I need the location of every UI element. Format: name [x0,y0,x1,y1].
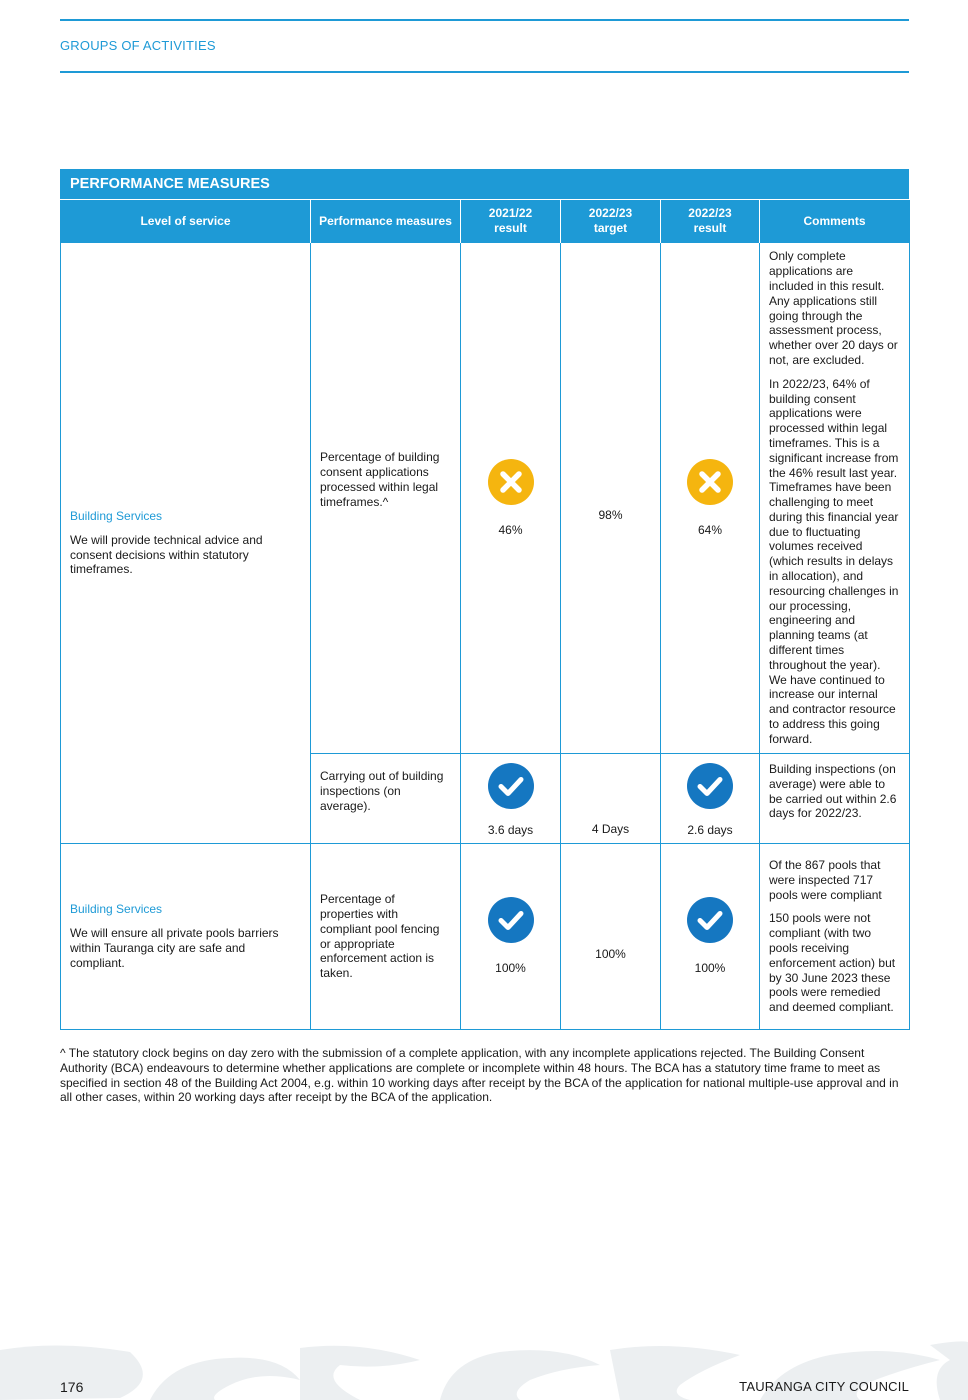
table-row [61,844,910,1030]
comments-cell: Of the 867 pools that were inspected 717 pools were compliant 150 pools were not compliant (with two pools receiving enforcement action) but by 30 June 2023 these pools were remedied and deemed compliant. [760,844,910,1030]
performance-table-wrap [60,169,909,1030]
measure-cell: Carrying out of building inspections (on average). [311,754,461,844]
check-icon [488,763,534,809]
target-value: 100% [595,946,626,961]
header-rule [60,71,909,73]
cross-icon [488,459,534,505]
result-value: 3.6 days [487,823,534,838]
measure-cell: Percentage of properties with compliant pool fencing or appropriate enforcement action is taken. [311,844,461,1030]
target-2223-cell [561,243,661,754]
result-2122-cell [461,754,561,844]
check-icon [687,763,733,809]
column-header: Comments [760,200,910,243]
comments-cell: Building inspections (on average) were able to be carried out within 2.6 days for 2022/23. [760,754,910,844]
service-link[interactable]: Building Services [70,902,163,917]
organisation-name: TAURANGA CITY COUNCIL [739,1379,909,1394]
result-value: 100% [495,961,526,976]
performance-table [60,200,910,1030]
page-number: 176 [60,1379,84,1395]
column-header: Level of service [61,200,311,243]
table-title: PERFORMANCE MEASURES [60,169,909,200]
service-description: We will ensure all private pools barriers within Tauranga city are safe and compliant. [70,926,279,970]
comments-cell: Only complete applications are included in this result. Any applications still going through the assessment process, whether over 20 days or not, are excluded. In 2022/23, 64% of building consent applications were processed within legal timeframes. This is a significant increase from the 46% result last year. Timeframes have been challenging to meet during this financial year due to fluctuating volumes received (which results in delays in allocation), and resourcing challenges in our processing, engineering and planning teams (at different times throughout the year). We have continued to increase our internal and contractor resource to address this going forward. [760,243,910,754]
result-2223-cell [661,844,760,1030]
measure-cell: Percentage of building consent applications processed within legal timeframes.^ [311,243,461,754]
table-header-row [61,200,910,243]
column-header: 2021/22 result [461,200,561,243]
service-link[interactable]: Building Services [70,508,163,523]
column-header: 2022/23 result [661,200,760,243]
check-icon [687,897,733,943]
target-2223-cell [561,754,661,844]
footnote: ^ The statutory clock begins on day zero with the submission of a complete application, with any incomplete applications rejected. The Building Consent Authority (BCA) endeavours to determine whether applications are complete or incomplete within 48 hours. The BCA has a statutory time frame to meet as specified in section 48 of the Building Act 2004, e.g. within 10 working days after receipt by the BCA of the application for national multiple-use approval and in all other cases, within 20 working days after receipt by the BCA of the application. [60,1046,899,1105]
result-value: 2.6 days [687,823,733,838]
target-2223-cell [561,844,661,1030]
result-2223-cell [661,243,760,754]
target-value: 98% [598,508,623,523]
top-rule [60,19,909,21]
level-of-service-cell [61,844,311,1030]
column-header: Performance measures [311,200,461,243]
level-of-service-cell [61,243,311,844]
result-2122-cell [461,844,561,1030]
result-2122-cell [461,243,561,754]
section-label: GROUPS OF ACTIVITIES [60,38,216,53]
result-value: 100% [694,961,726,976]
result-value: 46% [498,522,523,537]
result-2223-cell [661,754,760,844]
table-row [61,243,910,754]
column-header: 2022/23 target [561,200,661,243]
service-description: We will provide technical advice and consent decisions within statutory timeframes. [70,532,263,577]
cross-icon [687,459,733,505]
result-value: 64% [697,522,723,537]
target-value: 4 Days [591,822,630,837]
check-icon [488,897,534,943]
